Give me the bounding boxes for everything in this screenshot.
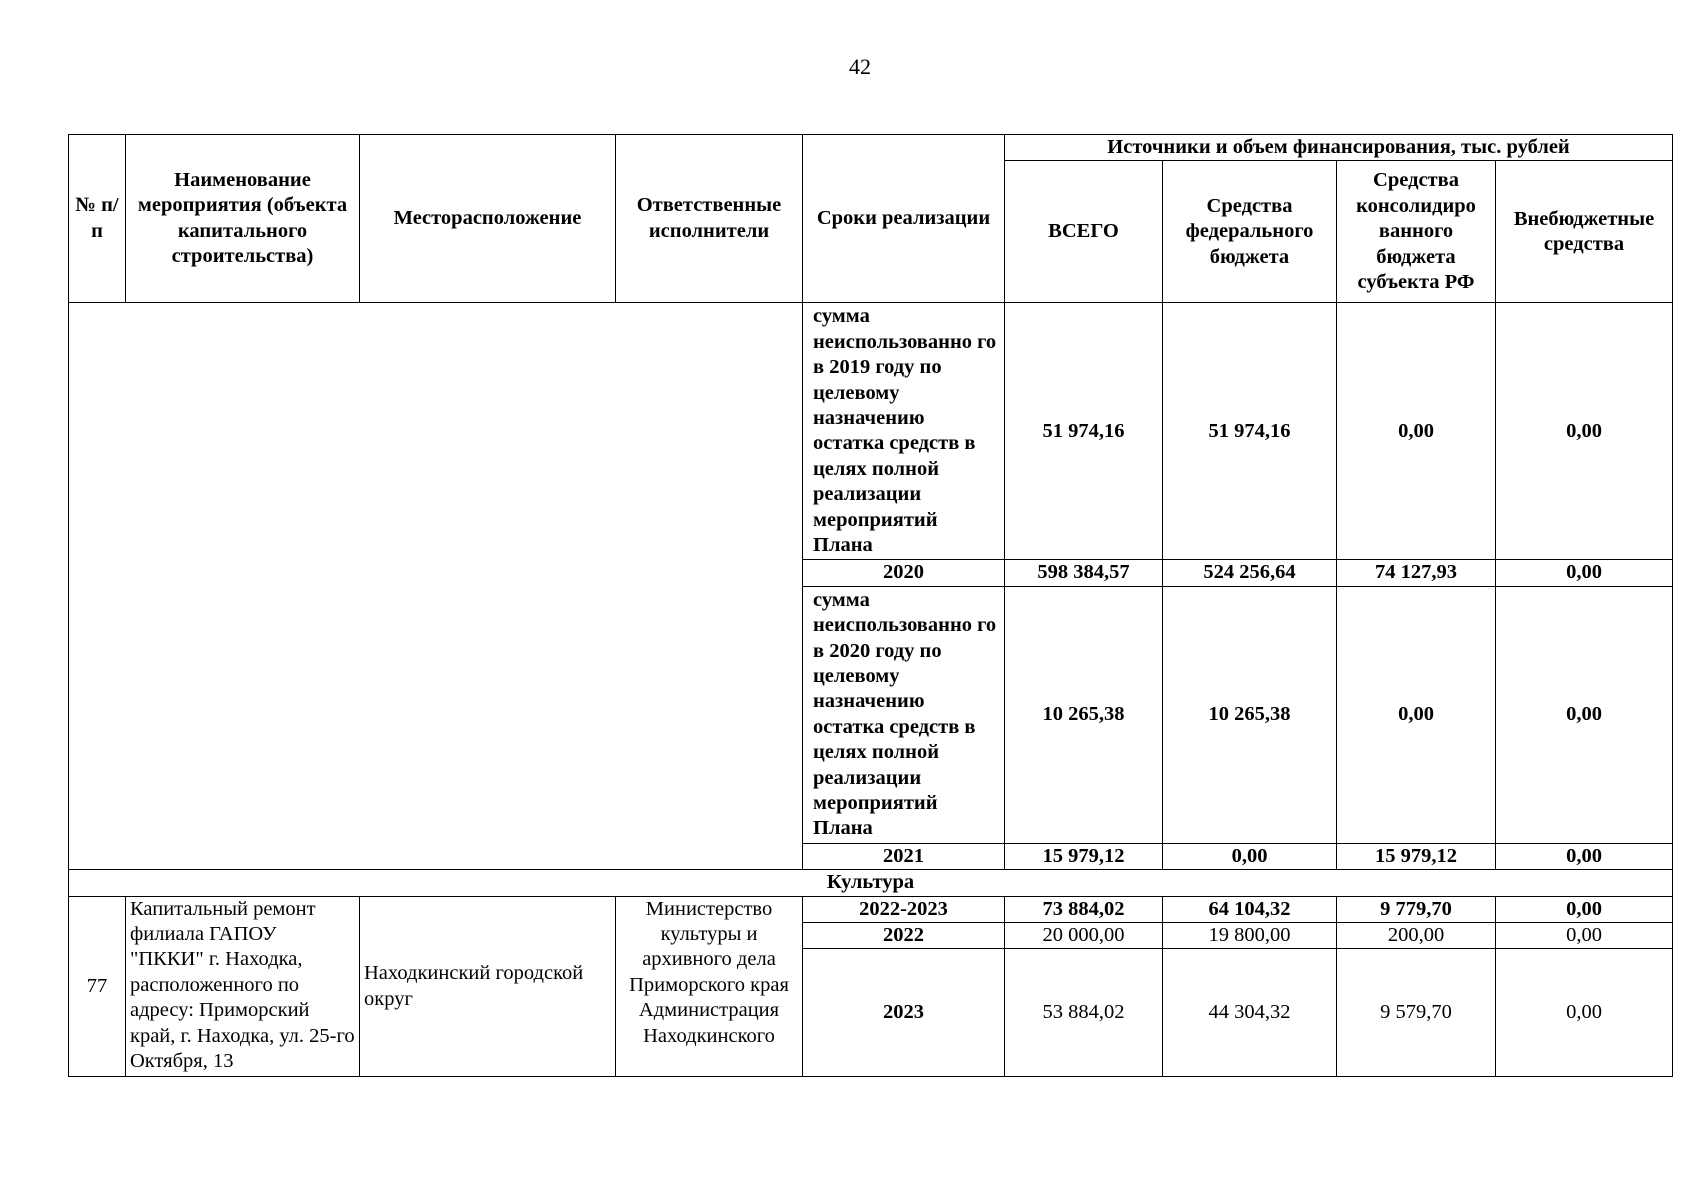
regional-cell: 15 979,12 [1337,843,1496,869]
item-name: Капитальный ремонт филиала ГАПОУ "ПККИ" г. Находка, расположенного по адресу: Приморский край, г. Находка, ул. 25-го Октября, 13 [126,896,360,1077]
col-header-location: Месторасположение [360,135,616,303]
period-cell: сумма неиспользованно го в 2019 году по целевому назначению остатка средств в целях полной реализации мероприятий Плана [803,303,1005,560]
col-header-funding-group: Источники и объем финансирования, тыс. рублей [1005,135,1673,161]
federal-cell: 44 304,32 [1163,949,1337,1077]
item-location: Находкинский городской округ [360,896,616,1077]
federal-cell: 64 104,32 [1163,896,1337,922]
regional-cell: 200,00 [1337,923,1496,949]
total-cell: 51 974,16 [1005,303,1163,560]
extra-cell: 0,00 [1496,896,1673,922]
total-cell: 598 384,57 [1005,560,1163,586]
header-row-1 [69,135,1673,161]
federal-cell: 10 265,38 [1163,586,1337,843]
section-row [69,870,1673,896]
regional-cell: 0,00 [1337,303,1496,560]
extra-cell: 0,00 [1496,843,1673,869]
financing-table [68,134,1673,1077]
empty-merged-cell [69,303,803,870]
section-title: Культура [69,870,1673,896]
period-cell: 2022 [803,923,1005,949]
federal-cell: 19 800,00 [1163,923,1337,949]
page-number: 42 [849,54,871,79]
federal-cell: 524 256,64 [1163,560,1337,586]
col-header-num: № п/п [69,135,126,303]
col-header-name: Наименование мероприятия (объекта капитального строительства) [126,135,360,303]
federal-cell: 51 974,16 [1163,303,1337,560]
table-row [69,896,1673,922]
extra-cell: 0,00 [1496,923,1673,949]
total-cell: 73 884,02 [1005,896,1163,922]
col-header-regional: Средства консолидиро ванного бюджета субъекта РФ [1337,161,1496,303]
extra-cell: 0,00 [1496,586,1673,843]
federal-cell: 0,00 [1163,843,1337,869]
extra-cell: 0,00 [1496,303,1673,560]
col-header-responsible: Ответственные исполнители [616,135,803,303]
item-responsible: Министерство культуры и архивного дела Приморского края Администрация Находкинского [616,896,803,1077]
regional-cell: 74 127,93 [1337,560,1496,586]
total-cell: 20 000,00 [1005,923,1163,949]
col-header-extra: Внебюджетные средства [1496,161,1673,303]
period-cell: 2020 [803,560,1005,586]
extra-cell: 0,00 [1496,560,1673,586]
period-cell: сумма неиспользованно го в 2020 году по целевому назначению остатка средств в целях полной реализации мероприятий Плана [803,586,1005,843]
col-header-federal: Средства федерального бюджета [1163,161,1337,303]
period-cell: 2023 [803,949,1005,1077]
table-row [69,303,1673,560]
period-cell: 2022-2023 [803,896,1005,922]
total-cell: 53 884,02 [1005,949,1163,1077]
extra-cell: 0,00 [1496,949,1673,1077]
regional-cell: 9 579,70 [1337,949,1496,1077]
item-number: 77 [69,896,126,1077]
period-cell: 2021 [803,843,1005,869]
col-header-period: Сроки реализации [803,135,1005,303]
total-cell: 10 265,38 [1005,586,1163,843]
regional-cell: 0,00 [1337,586,1496,843]
regional-cell: 9 779,70 [1337,896,1496,922]
col-header-total: ВСЕГО [1005,161,1163,303]
total-cell: 15 979,12 [1005,843,1163,869]
